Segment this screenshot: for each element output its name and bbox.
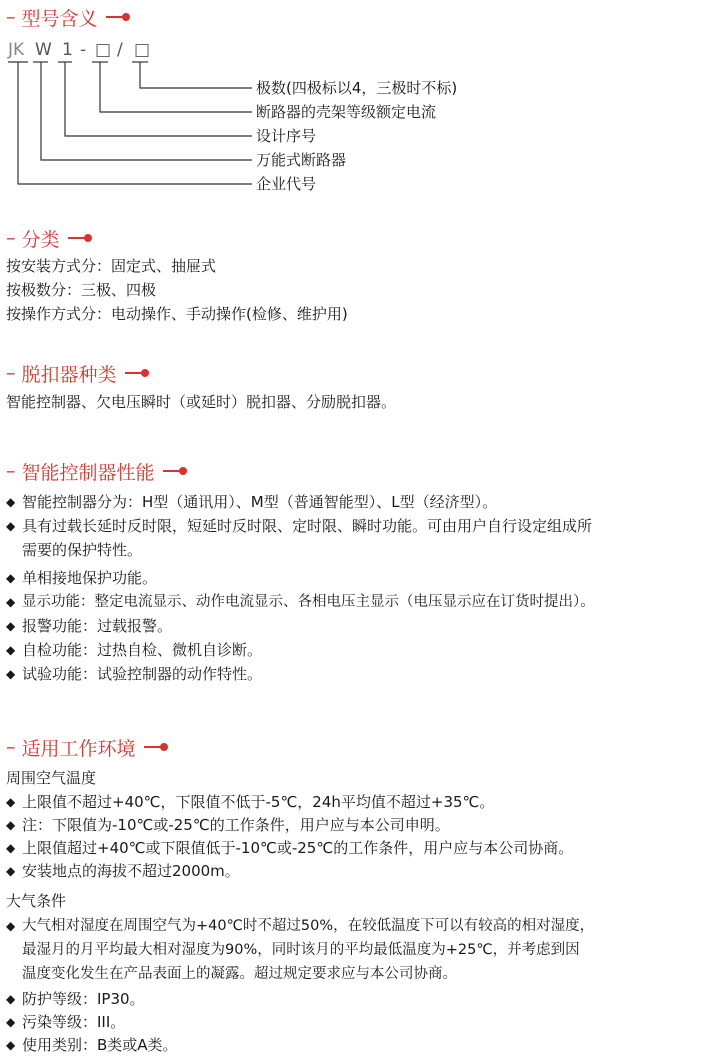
code-label-design: 设计序号 — [256, 127, 317, 145]
diamond-bullet-icon: ◆ — [6, 864, 16, 878]
list-item-text: 智能控制器分为：H型（通讯用）、M型（普通智能型）、L型（经济型）。 — [22, 493, 498, 511]
classification-line: 按操作方式分：电动操作、手动操作(检修、维护用) — [6, 305, 348, 323]
temperature-heading: 周围空气温度 — [6, 769, 97, 787]
list-item-text: 防护等级：IP30。 — [22, 990, 145, 1008]
list-item — [6, 638, 262, 662]
list-item — [6, 836, 573, 860]
model-code-diagram — [0, 36, 712, 206]
list-item — [6, 1010, 125, 1034]
title-dash: – — [6, 6, 16, 28]
section-title-controller — [6, 458, 187, 484]
code-part-dash: - — [80, 40, 87, 60]
list-item-text: 上限值超过+40℃或下限值低于-10℃或-25℃的工作条件，用户应与本公司协商。 — [22, 839, 574, 857]
list-item-text: 具有过载长延时反时限，短延时反时限、定时限、瞬时功能。可由用户自行设定组成所 需要的保护特性。 — [22, 517, 593, 559]
diamond-bullet-icon: ◆ — [6, 571, 16, 585]
title-dash: – — [6, 362, 16, 384]
code-label-type: 万能式断路器 — [256, 151, 347, 169]
list-item — [6, 614, 172, 638]
code-part-rating: □ — [95, 40, 112, 60]
list-item-text: 自检功能：过热自检、微机自诊断。 — [22, 641, 263, 659]
release-types-text: 智能控制器、欠电压瞬时（或延时）脱扣器、分励脱扣器。 — [6, 393, 397, 411]
title-decoration-icon — [68, 233, 92, 243]
diamond-bullet-icon: ◆ — [6, 667, 16, 681]
list-item — [6, 914, 594, 986]
diamond-bullet-icon: ◆ — [6, 841, 16, 855]
section-title-text: 分类 — [21, 228, 60, 251]
diamond-bullet-icon: ◆ — [6, 519, 16, 533]
section-title-classification — [6, 225, 92, 251]
list-item — [6, 987, 145, 1011]
section-title-text: 型号含义 — [21, 7, 98, 30]
list-item — [6, 566, 157, 590]
code-part-poles: □ — [134, 40, 151, 60]
title-dash: – — [6, 736, 16, 758]
diamond-bullet-icon: ◆ — [6, 919, 16, 933]
section-title-text: 智能控制器性能 — [21, 461, 155, 484]
list-item-text: 污染等级：III。 — [22, 1013, 126, 1031]
title-dash: – — [6, 227, 16, 249]
list-item-text: 使用类别：B类或A类。 — [22, 1036, 178, 1054]
list-item — [6, 490, 497, 514]
list-item — [6, 514, 592, 562]
list-item — [6, 790, 494, 814]
code-label-poles: 极数(四极标以4，三极时不标) — [256, 79, 458, 97]
list-item — [6, 662, 262, 686]
list-item-text: 注：下限值为-10℃或-25℃的工作条件，用户应与本公司申明。 — [22, 816, 450, 834]
classification-line: 按极数分：三极、四极 — [6, 281, 157, 299]
section-title-text: 适用工作环境 — [21, 737, 136, 760]
code-part-brand: JK — [8, 40, 25, 60]
list-item-text: 上限值不超过+40℃，下限值不低于-5℃，24h平均值不超过+35℃。 — [22, 793, 495, 811]
code-part-type: W — [35, 40, 52, 60]
atmosphere-heading: 大气条件 — [6, 892, 67, 910]
classification-line: 按安装方式分：固定式、抽屉式 — [6, 257, 217, 275]
list-item — [6, 1033, 178, 1057]
diamond-bullet-icon: ◆ — [6, 495, 16, 509]
title-decoration-icon — [125, 368, 149, 378]
list-item-text: 报警功能：过载报警。 — [22, 617, 173, 635]
list-item — [6, 813, 450, 837]
list-item-text: 单相接地保护功能。 — [22, 569, 158, 587]
title-dash: – — [6, 460, 16, 482]
list-item-text: 试验功能：试验控制器的动作特性。 — [22, 665, 263, 683]
title-decoration-icon — [163, 466, 187, 476]
section-title-model — [6, 4, 130, 30]
diamond-bullet-icon: ◆ — [6, 595, 16, 609]
title-decoration-icon — [144, 742, 168, 752]
list-item — [6, 590, 595, 614]
diamond-bullet-icon: ◆ — [6, 992, 16, 1006]
diamond-bullet-icon: ◆ — [6, 1038, 16, 1052]
section-title-environment — [6, 734, 168, 760]
code-part-slash: / — [117, 40, 123, 60]
diamond-bullet-icon: ◆ — [6, 643, 16, 657]
list-item — [6, 859, 240, 883]
code-label-rating: 断路器的壳架等级额定电流 — [256, 103, 437, 121]
title-decoration-icon — [106, 12, 130, 22]
diamond-bullet-icon: ◆ — [6, 818, 16, 832]
code-label-brand: 企业代号 — [256, 175, 317, 193]
diamond-bullet-icon: ◆ — [6, 1015, 16, 1029]
diamond-bullet-icon: ◆ — [6, 619, 16, 633]
section-title-release-types — [6, 360, 149, 386]
list-item-text: 显示功能：整定电流显示、动作电流显示、各相电压主显示（电压显示应在订货时提出）。 — [22, 594, 595, 610]
code-part-design: 1 — [62, 40, 73, 60]
list-item-text: 安装地点的海拔不超过2000m。 — [22, 862, 240, 880]
list-item-text: 大气相对湿度在周围空气为+40℃时不超过50%，在较低温度下可以有较高的相对湿度， 最湿月的月平均最大相对湿度为90%，同时该月的平均最低温度为+25℃，并考虑到因 温度变化发生在产品表面上的凝露。超过规定要求应与本公司协商。 — [22, 918, 595, 982]
section-title-text: 脱扣器种类 — [21, 363, 117, 386]
diamond-bullet-icon: ◆ — [6, 795, 16, 809]
